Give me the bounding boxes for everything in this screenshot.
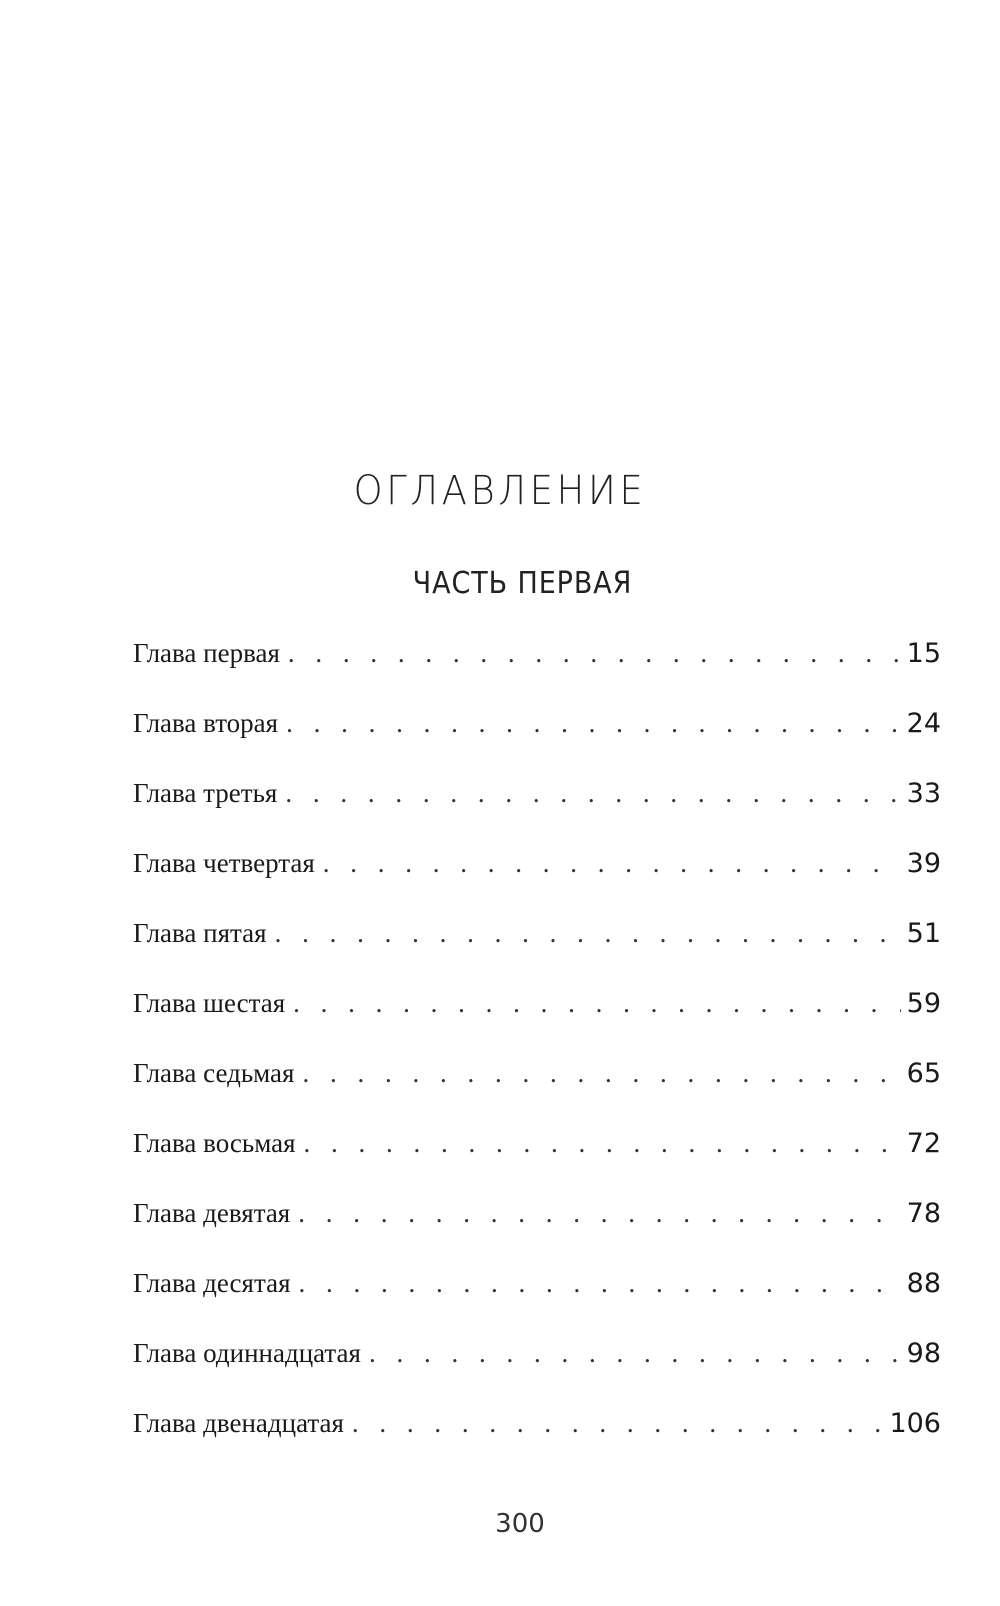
dot-leader [293, 986, 901, 1020]
dot-leader [275, 916, 901, 950]
dot-leader [288, 636, 901, 670]
toc-entry-page: 65 [906, 1058, 941, 1089]
toc-entry-page: 88 [906, 1268, 941, 1299]
toc-entry-page: 15 [906, 638, 941, 669]
toc-entry-label: Глава вторая [133, 708, 279, 738]
part-heading: ЧАСТЬ ПЕРВАЯ [412, 566, 633, 601]
toc-entry [133, 986, 941, 1056]
toc-entry [133, 1056, 941, 1126]
toc-entry-label: Глава шестая [133, 988, 286, 1018]
dot-leader [323, 846, 901, 880]
toc-entry-page: 24 [906, 708, 941, 739]
toc-entry-label: Глава одиннадцатая [133, 1338, 361, 1368]
toc-entry-page: 59 [906, 988, 941, 1019]
table-of-contents [133, 636, 941, 1476]
toc-entry-page: 78 [906, 1198, 941, 1229]
page-title: ОГЛАВЛЕНИЕ [353, 468, 647, 514]
dot-leader [299, 1266, 901, 1300]
toc-entry-label: Глава девятая [133, 1198, 291, 1228]
toc-entry-page: 39 [906, 848, 941, 879]
toc-entry-page: 33 [906, 778, 941, 809]
toc-entry [133, 706, 941, 776]
toc-entry-page: 72 [906, 1128, 941, 1159]
dot-leader [298, 1196, 900, 1230]
dot-leader [302, 1056, 900, 1090]
toc-entry [133, 1336, 941, 1406]
toc-entry-page: 98 [906, 1338, 941, 1369]
toc-entry-label: Глава восьмая [133, 1128, 296, 1158]
toc-entry-page: 51 [906, 918, 941, 949]
dot-leader [369, 1336, 901, 1370]
toc-entry-label: Глава третья [133, 778, 278, 808]
dot-leader [286, 706, 901, 740]
dot-leader [285, 776, 900, 810]
toc-entry-page: 106 [889, 1408, 941, 1439]
toc-entry [133, 1196, 941, 1266]
toc-entry-label: Глава четвертая [133, 848, 315, 878]
toc-entry [133, 916, 941, 986]
toc-entry [133, 1406, 941, 1476]
dot-leader [304, 1126, 901, 1160]
toc-entry-label: Глава пятая [133, 918, 267, 948]
toc-entry [133, 1266, 941, 1336]
toc-entry [133, 636, 941, 706]
toc-entry [133, 776, 941, 846]
toc-entry-label: Глава двенадцатая [133, 1408, 344, 1438]
toc-entry-label: Глава десятая [133, 1268, 291, 1298]
page-number: 300 [495, 1509, 545, 1539]
toc-entry [133, 1126, 941, 1196]
toc-entry-label: Глава седьмая [133, 1058, 295, 1088]
dot-leader [352, 1406, 884, 1440]
toc-entry-label: Глава первая [133, 638, 280, 668]
toc-entry [133, 846, 941, 916]
